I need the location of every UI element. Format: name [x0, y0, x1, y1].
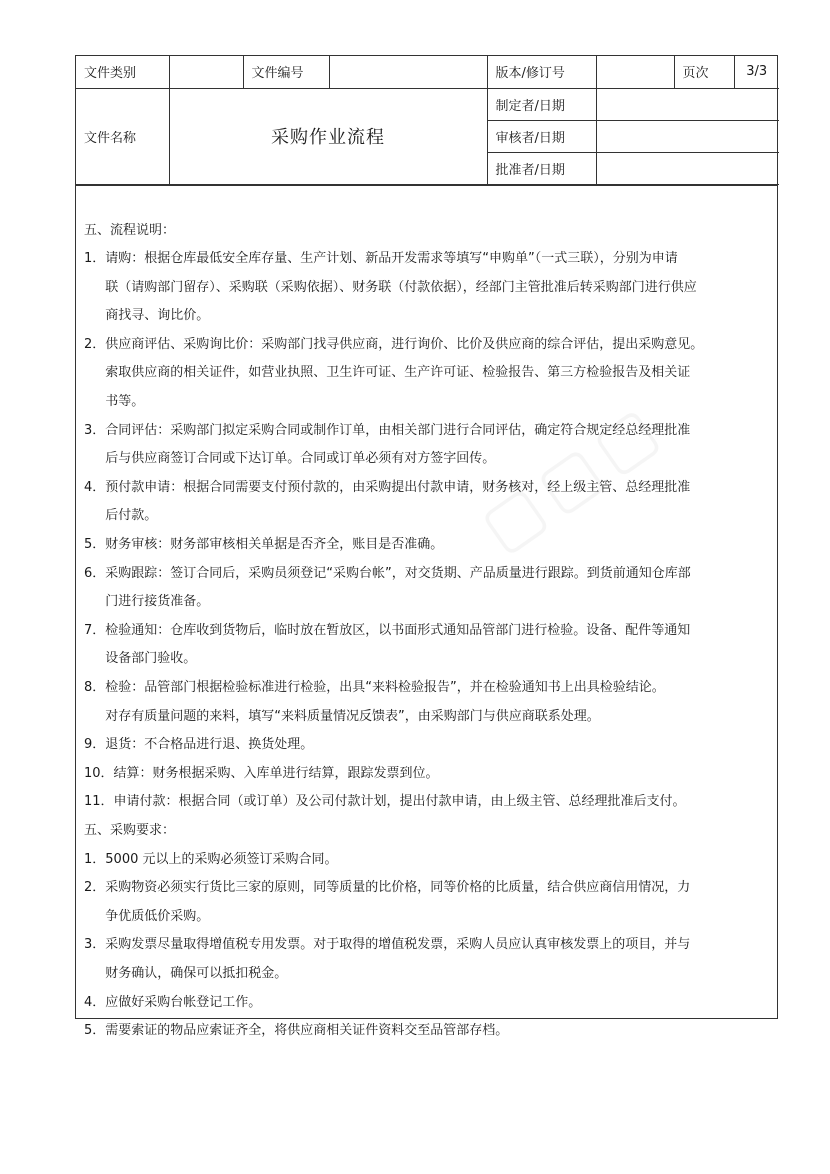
maker-label: 制定者/日期	[487, 88, 596, 120]
list-item-number: 1．	[84, 851, 106, 867]
list-item-number: 7．	[84, 622, 106, 638]
text-line: 争优质低价采购。	[105, 908, 210, 924]
maker-value	[596, 88, 779, 120]
list-item-text	[105, 846, 771, 875]
list-item-number: 4．	[84, 994, 106, 1010]
text-line: 需要索证的物品应索证齐全，将供应商相关证件资料交至品管部存档。	[105, 1023, 509, 1039]
list-item-number: 5．	[84, 537, 106, 553]
text-line: 请购：根据仓库最低安全库存量、生产计划、新品开发需求等填写“申购单”（一式三联），分别为申请	[105, 251, 678, 267]
reviewer-label: 审核者/日期	[487, 120, 596, 152]
text-line: 财务审核：财务部审核相关单据是否齐全，账目是否准确。	[105, 537, 444, 553]
doc-name-label: 文件名称	[76, 88, 169, 184]
text-line: 设备部门验收。	[105, 651, 197, 667]
text-line: 退货：不合格品进行退、换货处理。	[105, 737, 314, 753]
text-line: 采购物资必须实行货比三家的原则，同等质量的比价格，同等价格的比质量，结合供应商信用情况，力	[105, 880, 691, 896]
text-line: 采购发票尽量取得增值税专用发票。对于取得的增值税发票，采购人员应认真审核发票上的项目，并与	[105, 937, 691, 953]
page-value: 3/3	[734, 56, 779, 88]
document-frame	[75, 55, 778, 1039]
list-item-text	[105, 674, 771, 731]
list-item-text	[105, 1017, 771, 1046]
text-line: 后付款。	[105, 508, 158, 524]
list-item	[84, 931, 771, 988]
page-label: 页次	[674, 56, 734, 88]
list-item	[84, 731, 771, 760]
header-table	[76, 56, 779, 185]
version-label: 版本/修订号	[487, 56, 596, 88]
section-heading: 五、流程说明：	[84, 222, 176, 238]
list-item-text	[105, 331, 771, 417]
list-item	[84, 617, 771, 674]
doc-type-label: 文件类别	[76, 56, 169, 88]
list-item-text	[105, 874, 771, 931]
approver-value	[596, 152, 779, 184]
list-item-text	[114, 760, 771, 789]
list-item-text	[114, 788, 771, 817]
doc-type-value	[169, 56, 243, 88]
text-line: 后与供应商签订合同或下达订单。合同或订单必须有对方签字回传。	[105, 451, 496, 467]
list-item-number: 10．	[84, 765, 114, 781]
text-line: 5000 元以上的采购必须签订采购合同。	[105, 851, 338, 867]
list-item-text	[105, 731, 771, 760]
list-item-number: 1．	[84, 251, 106, 267]
list-item-number: 5．	[84, 1023, 106, 1039]
text-line: 供应商评估、采购询比价：采购部门找寻供应商，进行询价、比价及供应商的综合评估，提出采购意见。	[105, 336, 704, 352]
list-item-text	[105, 617, 771, 674]
text-line: 合同评估：采购部门拟定采购合同或制作订单，由相关部门进行合同评估，确定符合规定经总经理批准	[105, 422, 691, 438]
text-line: 检验：品管部门根据检验标准进行检验，出具“来料检验报告”，并在检验通知书上出具检验结论。	[105, 680, 665, 695]
approver-label: 批准者/日期	[487, 152, 596, 184]
list-item-number: 2．	[84, 880, 106, 896]
list-item	[84, 674, 771, 731]
list-item	[84, 760, 771, 789]
list-item-text	[105, 417, 771, 474]
text-line: 采购跟踪：签订合同后，采购员须登记“采购台帐”，对交货期、产品质量进行跟踪。到货前通知仓库部	[105, 565, 691, 581]
list-item-number: 3．	[84, 937, 106, 953]
reviewer-value	[596, 120, 779, 152]
list-item-text	[105, 474, 771, 531]
list-item	[84, 989, 771, 1018]
list-item-text	[105, 531, 771, 560]
page-title: 采购作业流程	[169, 88, 487, 184]
list-item-number: 6．	[84, 565, 106, 581]
list-item	[84, 245, 771, 331]
text-line: 对存有质量问题的来料，填写“来料质量情况反馈表”，由采购部门与供应商联系处理。	[105, 708, 600, 724]
text-line: 检验通知：仓库收到货物后，临时放在暂放区，以书面形式通知品管部门进行检验。设备、配件等通知	[105, 622, 691, 638]
text-line: 索取供应商的相关证件，如营业执照、卫生许可证、生产许可证、检验报告、第三方检验报告及相关证	[105, 365, 691, 381]
list-item	[84, 331, 771, 417]
list-item-number: 4．	[84, 479, 106, 495]
text-line: 门进行接货准备。	[105, 594, 210, 610]
text-line: 联（请购部门留存）、采购联（采购依据）、财务联（付款依据），经部门主管批准后转采购部门进行供应	[105, 279, 697, 295]
text-line: 应做好采购台帐登记工作。	[105, 994, 262, 1010]
text-line: 书等。	[105, 394, 145, 410]
text-line: 财务确认，确保可以抵扣税金。	[105, 965, 288, 981]
doc-no-label: 文件编号	[243, 56, 329, 88]
list-item-text	[105, 931, 771, 988]
version-value	[596, 56, 674, 88]
text-line: 申请付款：根据合同（或订单）及公司付款计划，提出付款申请，由上级主管、总经理批准后支付。	[113, 794, 686, 810]
section-heading: 五、采购要求：	[84, 822, 176, 838]
list-item-number: 8．	[84, 680, 106, 695]
list-item	[84, 417, 771, 474]
list-item-number: 11．	[84, 794, 114, 810]
list-item	[84, 788, 771, 817]
list-item	[84, 874, 771, 931]
list-item-number: 9．	[84, 737, 106, 753]
list-item-text	[105, 560, 771, 617]
text-line: 商找寻、询比价。	[105, 308, 210, 324]
text-line: 预付款申请：根据合同需要支付预付款的，由采购提出付款申请，财务核对，经上级主管、总经理批准	[105, 479, 691, 495]
document-body	[76, 185, 777, 1046]
list-item	[84, 531, 771, 560]
list-item-number: 2．	[84, 336, 106, 352]
list-item	[84, 846, 771, 875]
list-item-number: 3．	[84, 422, 106, 438]
list-item-text	[105, 245, 771, 331]
list-item	[84, 474, 771, 531]
list-item	[84, 560, 771, 617]
sections-container	[84, 217, 771, 1046]
list-item-text	[105, 989, 771, 1018]
text-line: 结算：财务根据采购、入库单进行结算，跟踪发票到位。	[113, 765, 439, 781]
doc-no-value	[329, 56, 487, 88]
list-item	[84, 1017, 771, 1046]
